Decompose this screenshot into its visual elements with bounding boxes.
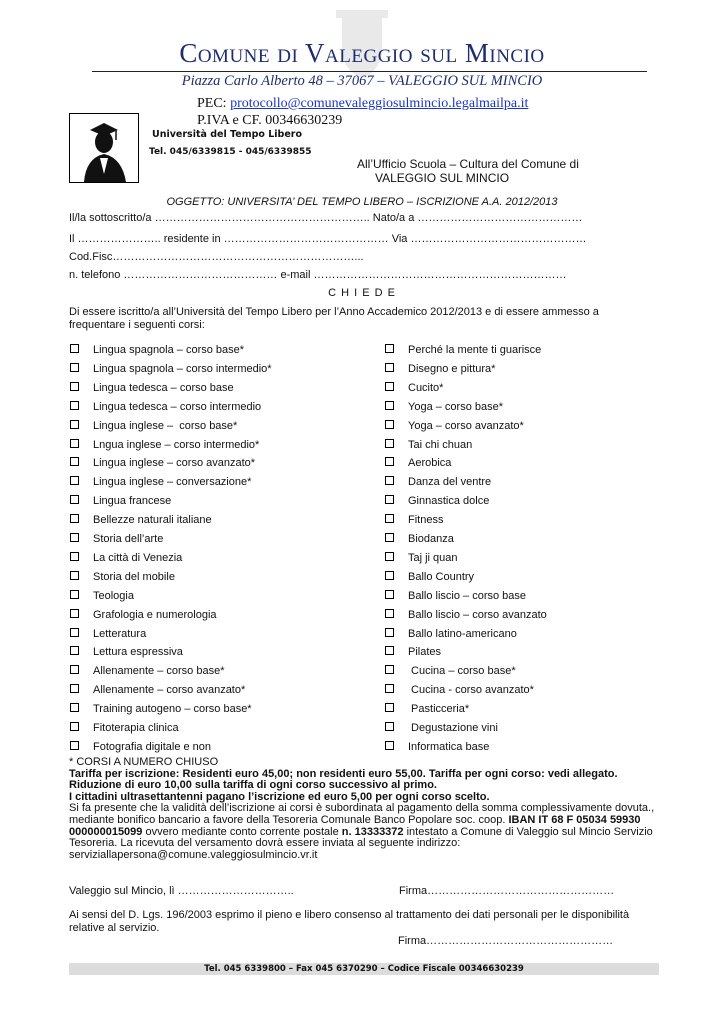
course-option[interactable] [70,457,255,469]
signature-field-1[interactable]: Firma…………………………………………… [399,885,615,897]
course-option[interactable] [385,533,454,545]
checkbox-icon[interactable] [385,571,394,580]
checkbox-icon[interactable] [70,344,79,353]
course-option[interactable] [70,495,171,507]
checkbox-icon[interactable] [70,420,79,429]
course-label: Taj ji quan [408,551,458,564]
place-date-field[interactable]: Valeggio sul Mincio, lì ………………………….. [69,885,294,897]
course-label: Cucina - corso avanzato* [408,684,534,697]
checkbox-icon[interactable] [385,684,394,693]
course-label: Lingua francese [93,495,172,508]
course-label: Tai chi chuan [408,438,473,451]
course-option[interactable] [70,420,237,432]
checkbox-icon[interactable] [70,533,79,542]
checkbox-icon[interactable] [70,571,79,580]
checkbox-icon[interactable] [385,401,394,410]
course-option[interactable] [70,590,134,602]
course-label: Lingua tedesca – corso base [93,381,234,394]
course-option[interactable] [385,401,503,413]
field-residence[interactable]: Il ………………….. residente in ……………………………………… Via ………………………………………… [69,233,587,245]
course-label: Informatica base [408,740,490,753]
privacy-consent-text: Ai sensi del D. Lgs. 196/2003 esprimo il pieno e libero consenso al trattamento dei dati personali per le disponibilità relative al servizio. [69,909,630,934]
course-label: Ballo liscio – corso avanzato [408,608,547,621]
checkbox-icon[interactable] [70,363,79,372]
course-option[interactable] [385,684,534,696]
checkbox-icon[interactable] [385,514,394,523]
field-phone-email[interactable]: n. telefono …………………………………… e-mail …………………………………………………………… [69,269,567,281]
checkbox-icon[interactable] [385,382,394,391]
course-option[interactable] [385,495,489,507]
course-label: Yoga – corso avanzato* [408,419,524,432]
course-option[interactable] [70,552,182,564]
footer-contacts: Tel. 045 6339800 – Fax 045 6370290 – Codice Fiscale 00346630239 [69,963,659,975]
checkbox-icon[interactable] [70,401,79,410]
course-option[interactable] [70,703,252,715]
course-option[interactable] [385,646,441,658]
course-option[interactable] [70,665,224,677]
course-option[interactable] [70,741,211,753]
course-label: Ginnastica dolce [408,495,490,508]
course-label: Storia dell’arte [93,533,164,545]
fee-note: Tariffa per iscrizione: Residenti euro 45,00; non residenti euro 55,00. Tariffa per ogni corso: vedi allegato. [69,767,618,780]
checkbox-icon[interactable] [70,457,79,466]
checkbox-icon[interactable] [70,628,79,637]
checkbox-icon[interactable] [385,495,394,504]
course-option[interactable] [385,344,541,356]
checkbox-icon[interactable] [70,609,79,618]
checkbox-icon[interactable] [70,495,79,504]
course-option[interactable] [70,476,251,488]
university-logo [69,113,139,183]
payment-text-a: Si fa presente che la validità dell’iscrizione ai corsi è subordinata al pagamento della somma complessivamente dovuta., mediante bonifico bancario a favore della Tesoreria Comunale Banco Popolare soc. coop. [69,802,655,826]
course-label: Fitness [408,514,444,527]
closed-courses-note: * CORSI A NUMERO CHIUSO [69,756,219,768]
course-option[interactable] [385,382,443,394]
checkbox-icon[interactable] [70,552,79,561]
course-option[interactable] [70,514,212,526]
course-label: Disegno e pittura* [408,362,496,375]
checkbox-icon[interactable] [385,476,394,485]
course-label: Grafologia e numerologia [93,608,217,621]
checkbox-icon[interactable] [385,646,394,655]
course-label: Danza del ventre [408,476,492,489]
course-label: Pilates [408,646,442,659]
checkbox-icon[interactable] [70,741,79,750]
course-label: Ballo Country [408,570,475,583]
checkbox-icon[interactable] [70,703,79,712]
page-title: Comune di Valeggio sul Mincio [179,38,545,68]
senior-note: I cittadini ultrasettantenni pagano l’iscrizione ed euro 5,00 per ogni corso scelto. [69,790,490,803]
course-label: Biodanza [408,533,454,545]
course-label: Lingua inglese – corso avanzato* [93,457,256,470]
checkbox-icon[interactable] [385,344,394,353]
checkbox-icon[interactable] [385,703,394,712]
course-label: La città di Venezia [93,551,183,564]
declaration-text: Di essere iscritto/a all’Università del Tempo Libero per l’Anno Accademico 2012/2013 e di essere ammesso a frequentare i seguenti corsi: [69,306,599,331]
pec-email-link[interactable]: protocollo@comunevaleggiosulmincio.legalmailpa.it [230,96,529,111]
university-name: Università del Tempo Libero [152,129,302,140]
payment-text-b: ovvero mediante conto corrente postale [142,825,342,838]
checkbox-icon[interactable] [385,628,394,637]
checkbox-icon[interactable] [70,439,79,448]
course-label: Ballo latino-americano [408,627,517,640]
course-option[interactable] [385,590,526,602]
course-option[interactable] [70,382,234,394]
checkbox-icon[interactable] [70,665,79,674]
course-label: Ballo liscio – corso base [408,589,527,602]
course-label: Pasticceria* [408,703,470,716]
piva-line: P.IVA e CF. 00346630239 [197,113,343,128]
course-label: Lngua inglese – corso intermedio* [93,438,260,451]
course-label: Cucito* [408,381,444,394]
course-option[interactable] [385,457,451,469]
signature-field-2[interactable]: Firma…………………………………………… [398,935,614,947]
course-option[interactable] [70,628,146,640]
course-option[interactable] [70,684,245,696]
checkbox-icon[interactable] [385,457,394,466]
course-option[interactable] [385,703,469,715]
checkbox-icon[interactable] [70,722,79,731]
checkbox-icon[interactable] [70,476,79,485]
course-label: Fitoterapia clinica [93,722,179,734]
payment-text-c: intestato a Comune di Valeggio sul Mincio Servizio Tesoreria. La ricevuta del versamento dovrà essere inviata al seguente indirizzo: [69,825,653,850]
course-option[interactable] [70,401,261,413]
course-option[interactable] [385,722,498,734]
course-option[interactable] [385,609,547,621]
course-label: Bellezze naturali italiane [93,514,212,527]
pec-line [197,96,528,112]
course-label: Storia del mobile [93,570,175,583]
payment-note [69,803,659,849]
checkbox-icon[interactable] [70,514,79,523]
checkbox-icon[interactable] [385,722,394,731]
course-option[interactable] [385,439,472,451]
course-option[interactable] [385,628,517,640]
course-option[interactable] [70,439,259,451]
course-label: Perché la mente ti guarisce [408,344,542,356]
checkbox-icon[interactable] [385,609,394,618]
course-label: Lingua inglese – corso base* [93,419,238,432]
subject-line: OGGETTO: UNIVERSITA’ DEL TEMPO LIBERO – ISCRIZIONE A.A. 2012/2013 [166,196,558,208]
course-option[interactable] [70,722,179,734]
course-option[interactable] [70,363,272,375]
course-label: Allenamente – corso avanzato* [93,684,246,697]
checkbox-icon[interactable] [70,684,79,693]
checkbox-icon[interactable] [70,590,79,599]
notes-block [69,757,659,861]
course-label: Lingua inglese – conversazione* [93,476,252,489]
recipient-line-2: VALEGGIO SUL MINCIO [375,171,510,185]
course-label: Lingua spagnola – corso base* [93,344,245,356]
course-option[interactable] [385,363,495,375]
course-label: Yoga – corso base* [408,400,503,413]
checkbox-icon[interactable] [385,533,394,542]
pec-label: PEC: [197,96,231,111]
course-label: Aerobica [408,457,452,470]
checkbox-icon[interactable] [385,439,394,448]
checkbox-icon[interactable] [385,590,394,599]
course-option[interactable] [385,420,524,432]
course-option[interactable] [385,514,443,526]
postal-account: n. 13333372 [341,825,404,838]
course-option[interactable] [70,344,244,356]
course-label: Cucina – corso base* [408,665,516,678]
checkbox-icon[interactable] [385,741,394,750]
course-label: Degustazione vini [408,722,498,734]
course-label: Training autogeno – corso base* [93,703,252,716]
course-label: Allenamente – corso base* [93,665,225,678]
header-address: Piazza Carlo Alberto 48 – 37067 – VALEGGIO SUL MINCIO [181,73,543,89]
checkbox-icon[interactable] [385,420,394,429]
course-label: Fotografia digitale e non [93,740,212,753]
course-label: Lingua spagnola – corso intermedio* [93,362,272,375]
course-option[interactable] [385,552,458,564]
checkbox-icon[interactable] [70,646,79,655]
checkbox-icon[interactable] [385,552,394,561]
course-option[interactable] [70,571,175,583]
discount-note: Riduzione di euro 10,00 sulla tariffa di ogni corso successivo al primo. [69,779,437,792]
course-option[interactable] [385,571,474,583]
header-divider [92,71,647,72]
request-heading: C H I E D E [328,287,396,299]
contact-email: serviziallapersona@comune.valeggiosulmincio.vr.it [69,848,318,861]
checkbox-icon[interactable] [70,382,79,391]
course-label: Letteratura [93,627,147,640]
course-option[interactable] [385,665,516,677]
course-option[interactable] [70,646,183,658]
field-tax-code[interactable]: Cod.Fisc…………………………………………………………... [69,251,364,263]
recipient-line-1: All’Ufficio Scuola – Cultura del Comune di [357,157,579,171]
course-option[interactable] [70,533,163,545]
field-name-birthplace[interactable]: Il/la sottoscritto/a ………………………………………………….. Nato/a a ……………………………………… [69,212,583,224]
course-label: Lingua tedesca – corso intermedio [93,400,262,413]
course-option[interactable] [70,609,217,621]
course-label: Lettura espressiva [93,646,183,659]
university-phone: Tel. 045/6339815 - 045/6339855 [149,147,312,157]
course-option[interactable] [385,476,491,488]
course-option[interactable] [385,741,489,753]
checkbox-icon[interactable] [385,363,394,372]
course-label: Teologia [93,589,134,602]
checkbox-icon[interactable] [385,665,394,674]
iban: IBAN IT 68 F 05034 59930 000000015099 [69,813,641,838]
